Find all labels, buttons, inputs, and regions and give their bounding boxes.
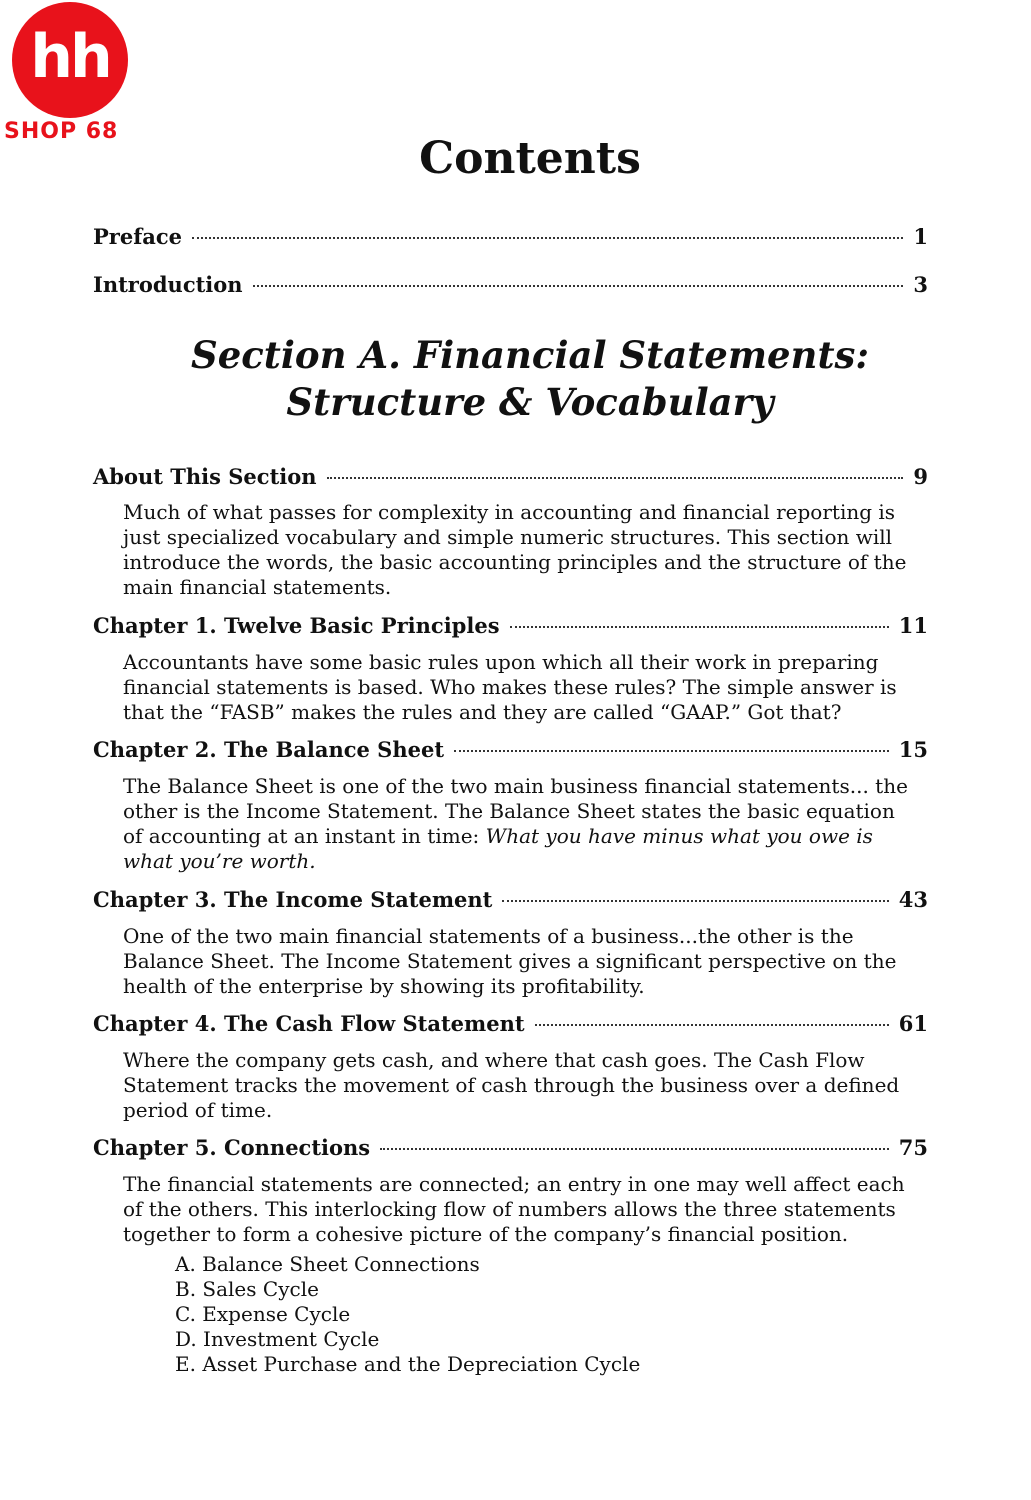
list-item: D. Investment Cycle <box>175 1327 380 1351</box>
dot-leader <box>327 477 904 479</box>
toc-line-chapter-1[interactable] <box>93 612 928 640</box>
entry-description: The financial statements are connected; an entry in one may well affect each of the others. This interlocking flow of numbers allows the three statements together to form a cohesive picture of the company’s financial position. <box>123 1172 905 1246</box>
toc-page-number: 75 <box>898 1135 928 1160</box>
section-heading-line1: Section A. Financial Statements: <box>190 333 870 377</box>
entry-description: Accountants have some basic rules upon which all their work in preparing financial statements is based. Who makes these rules? The simple answer is that the “FASB” makes the rules and they are called “GAAP.” Got that? <box>123 650 897 724</box>
toc-line-about-this-section[interactable] <box>93 463 928 491</box>
section-heading <box>0 332 1031 426</box>
toc-label: Chapter 1. Twelve Basic Principles <box>93 613 500 638</box>
dot-leader <box>192 237 903 239</box>
dot-leader <box>380 1148 889 1150</box>
toc-line-introduction[interactable] <box>93 271 928 299</box>
toc-line-preface[interactable] <box>93 223 928 251</box>
toc-label: Chapter 4. The Cash Flow Statement <box>93 1011 525 1036</box>
entry-description: Where the company gets cash, and where that cash goes. The Cash Flow Statement tracks the movement of cash through the business over a defined period of time. <box>123 1048 900 1122</box>
description-text: The Balance Sheet is one of the two main business financial statements... the other is the Income Statement. The Balance Sheet states the basic equation of accounting at an instant in time: <box>123 774 908 848</box>
toc-label: Chapter 5. Connections <box>93 1135 371 1160</box>
entry-description <box>123 774 913 874</box>
toc-line-chapter-3[interactable] <box>93 886 928 914</box>
section-heading-line2: Structure & Vocabulary <box>286 380 774 424</box>
list-item: C. Expense Cycle <box>175 1302 351 1326</box>
dot-leader <box>535 1024 889 1026</box>
toc-page-number: 11 <box>898 613 928 638</box>
toc-page-number: 9 <box>913 464 928 489</box>
page-title: Contents <box>419 133 641 184</box>
toc-label: Preface <box>93 224 183 249</box>
toc-page-number: 3 <box>913 272 928 297</box>
dot-leader <box>454 750 889 752</box>
toc-line-chapter-5[interactable] <box>93 1134 928 1162</box>
logo-mark: hh <box>12 2 128 118</box>
shop-logo <box>0 0 140 150</box>
toc-label: Introduction <box>93 272 243 297</box>
toc-label: Chapter 2. The Balance Sheet <box>93 737 445 762</box>
entry-description: One of the two main financial statements of a business...the other is the Balance Sheet. The Income Statement gives a significant perspective on the health of the enterprise by showing its profitability. <box>123 924 897 998</box>
logo-shop-text: SHOP 68 <box>4 119 119 144</box>
toc-label: About This Section <box>93 464 317 489</box>
connections-subitem-list <box>175 1252 640 1377</box>
description-italic-text: What you have minus what you owe is what you’re worth. <box>123 824 873 873</box>
toc-line-chapter-4[interactable] <box>93 1010 928 1038</box>
toc-page-number: 1 <box>913 224 928 249</box>
dot-leader <box>510 626 889 628</box>
toc-page-number: 15 <box>898 737 928 762</box>
list-item: A. Balance Sheet Connections <box>175 1252 480 1276</box>
dot-leader <box>502 900 888 902</box>
list-item: B. Sales Cycle <box>175 1277 319 1301</box>
toc-page-number: 43 <box>898 887 928 912</box>
list-item: E. Asset Purchase and the Depreciation Cycle <box>175 1352 641 1376</box>
toc-line-chapter-2[interactable] <box>93 736 928 764</box>
toc-page-number: 61 <box>898 1011 928 1036</box>
entry-description: Much of what passes for complexity in accounting and financial reporting is just specialized vocabulary and simple numeric structures. This section will introduce the words, the basic accounting principles and the structure of the main financial statements. <box>123 500 907 599</box>
toc-label: Chapter 3. The Income Statement <box>93 887 493 912</box>
dot-leader <box>253 285 904 287</box>
